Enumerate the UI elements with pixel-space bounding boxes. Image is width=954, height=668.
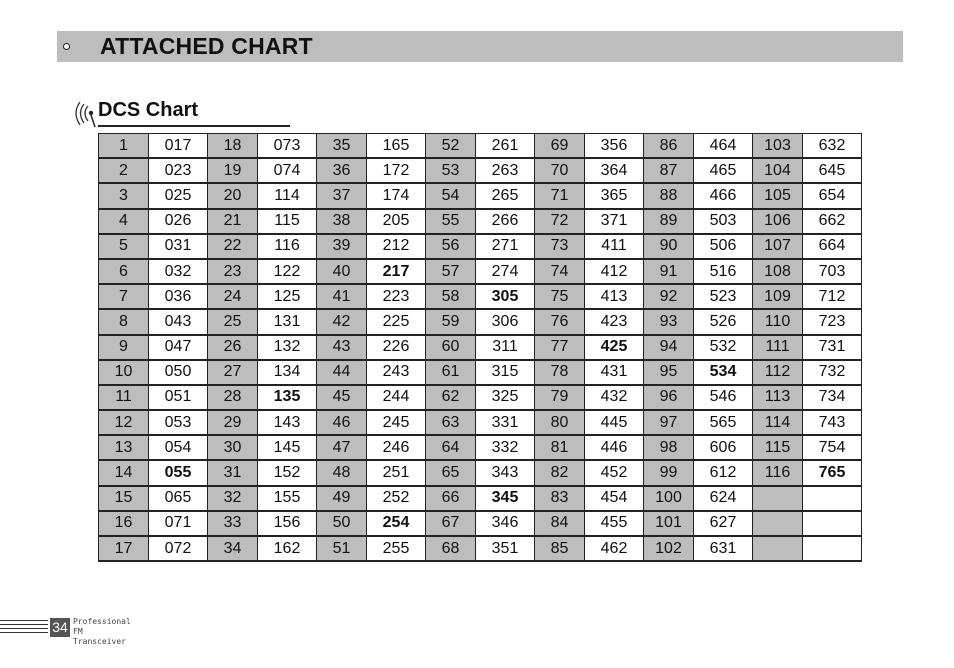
index-cell: 102	[644, 536, 694, 561]
page-number: 34	[50, 618, 70, 637]
index-cell: 64	[426, 435, 476, 460]
dcs-code-cell: 243	[367, 360, 426, 385]
index-cell: 24	[208, 284, 258, 309]
index-cell: 41	[317, 284, 367, 309]
dcs-code-cell: 364	[585, 158, 644, 183]
dcs-code-cell: 645	[803, 158, 862, 183]
table-row	[99, 284, 862, 309]
dcs-code-cell: 765	[803, 460, 862, 485]
index-cell: 99	[644, 460, 694, 485]
index-cell: 97	[644, 410, 694, 435]
index-cell: 82	[535, 460, 585, 485]
dcs-code-cell: 365	[585, 183, 644, 208]
table-row	[99, 259, 862, 284]
dcs-code-cell: 734	[803, 385, 862, 410]
index-cell: 75	[535, 284, 585, 309]
index-cell: 65	[426, 460, 476, 485]
index-cell: 49	[317, 486, 367, 511]
index-cell: 5	[99, 234, 149, 259]
index-cell: 12	[99, 410, 149, 435]
dcs-code-cell: 425	[585, 335, 644, 360]
dcs-code-cell: 343	[476, 460, 535, 485]
dcs-code-cell: 050	[149, 360, 208, 385]
dcs-code-cell: 116	[258, 234, 317, 259]
index-cell: 60	[426, 335, 476, 360]
table-row	[99, 486, 862, 511]
table-row	[99, 511, 862, 536]
dcs-code-cell: 265	[476, 183, 535, 208]
dcs-code-cell: 455	[585, 511, 644, 536]
dcs-code-cell: 445	[585, 410, 644, 435]
index-cell: 98	[644, 435, 694, 460]
section-underline	[98, 125, 290, 127]
dcs-code-cell: 156	[258, 511, 317, 536]
dcs-code-cell: 073	[258, 134, 317, 159]
dcs-code-cell: 624	[694, 486, 753, 511]
dcs-code-cell: 047	[149, 335, 208, 360]
dcs-code-cell: 432	[585, 385, 644, 410]
index-cell: 109	[753, 284, 803, 309]
index-cell: 28	[208, 385, 258, 410]
dcs-code-cell: 703	[803, 259, 862, 284]
index-cell: 16	[99, 511, 149, 536]
dcs-code-cell: 606	[694, 435, 753, 460]
table-row	[99, 309, 862, 334]
dcs-code-cell: 254	[367, 511, 426, 536]
index-cell: 38	[317, 209, 367, 234]
dcs-code-cell: 654	[803, 183, 862, 208]
dcs-code-cell: 632	[803, 134, 862, 159]
index-cell: 43	[317, 335, 367, 360]
dcs-code-cell: 205	[367, 209, 426, 234]
index-cell: 77	[535, 335, 585, 360]
table-row	[99, 158, 862, 183]
index-cell: 84	[535, 511, 585, 536]
index-cell: 68	[426, 536, 476, 561]
index-cell: 101	[644, 511, 694, 536]
index-cell: 81	[535, 435, 585, 460]
index-cell: 114	[753, 410, 803, 435]
dcs-code-cell: 331	[476, 410, 535, 435]
dcs-code-cell: 452	[585, 460, 644, 485]
dcs-code-cell: 371	[585, 209, 644, 234]
index-cell: 15	[99, 486, 149, 511]
dcs-code-cell: 225	[367, 309, 426, 334]
dcs-code-cell: 662	[803, 209, 862, 234]
index-cell: 88	[644, 183, 694, 208]
index-cell: 23	[208, 259, 258, 284]
index-cell: 33	[208, 511, 258, 536]
index-cell: 76	[535, 309, 585, 334]
dcs-code-cell: 271	[476, 234, 535, 259]
dcs-code-cell: 754	[803, 435, 862, 460]
dcs-code-cell: 462	[585, 536, 644, 561]
index-cell: 91	[644, 259, 694, 284]
dcs-code-cell: 072	[149, 536, 208, 561]
dcs-code-cell: 446	[585, 435, 644, 460]
dcs-code-cell: 223	[367, 284, 426, 309]
index-cell: 85	[535, 536, 585, 561]
index-cell: 40	[317, 259, 367, 284]
dcs-code-cell: 743	[803, 410, 862, 435]
index-cell: 3	[99, 183, 149, 208]
index-cell: 34	[208, 536, 258, 561]
index-cell: 4	[99, 209, 149, 234]
index-cell: 63	[426, 410, 476, 435]
dcs-code-cell: 054	[149, 435, 208, 460]
index-cell: 79	[535, 385, 585, 410]
index-cell: 47	[317, 435, 367, 460]
index-cell: 110	[753, 309, 803, 334]
table-row	[99, 385, 862, 410]
index-cell: 44	[317, 360, 367, 385]
index-cell: 95	[644, 360, 694, 385]
index-cell: 112	[753, 360, 803, 385]
dcs-code-cell: 664	[803, 234, 862, 259]
index-cell: 86	[644, 134, 694, 159]
dcs-code-cell: 627	[694, 511, 753, 536]
index-cell: 87	[644, 158, 694, 183]
dcs-code-cell: 311	[476, 335, 535, 360]
index-cell: 18	[208, 134, 258, 159]
table-row	[99, 335, 862, 360]
index-cell: 20	[208, 183, 258, 208]
index-cell: 73	[535, 234, 585, 259]
dcs-code-cell: 152	[258, 460, 317, 485]
dcs-code-cell: 534	[694, 360, 753, 385]
index-cell: 103	[753, 134, 803, 159]
table-row	[99, 234, 862, 259]
index-cell: 42	[317, 309, 367, 334]
dcs-code-cell: 351	[476, 536, 535, 561]
dcs-code-cell: 043	[149, 309, 208, 334]
index-cell: 67	[426, 511, 476, 536]
dcs-code-cell: 325	[476, 385, 535, 410]
index-cell: 59	[426, 309, 476, 334]
page-footer	[0, 615, 140, 646]
dcs-code-cell: 244	[367, 385, 426, 410]
index-cell: 55	[426, 209, 476, 234]
index-cell: 83	[535, 486, 585, 511]
dcs-code-cell: 023	[149, 158, 208, 183]
index-cell: 107	[753, 234, 803, 259]
dcs-code-cell: 431	[585, 360, 644, 385]
dcs-code-cell: 506	[694, 234, 753, 259]
dcs-code-cell: 464	[694, 134, 753, 159]
dcs-code-cell: 245	[367, 410, 426, 435]
section-heading	[70, 98, 230, 130]
index-cell: 8	[99, 309, 149, 334]
header-bar	[57, 31, 903, 62]
dcs-code-cell: 125	[258, 284, 317, 309]
index-cell: 80	[535, 410, 585, 435]
index-cell: 17	[99, 536, 149, 561]
index-cell: 1	[99, 134, 149, 159]
table-row	[99, 134, 862, 159]
dcs-code-cell: 526	[694, 309, 753, 334]
index-cell: 69	[535, 134, 585, 159]
dcs-code-cell: 532	[694, 335, 753, 360]
dcs-code-cell: 712	[803, 284, 862, 309]
dcs-code-cell: 723	[803, 309, 862, 334]
dcs-code-table	[98, 133, 862, 562]
dcs-code-cell: 026	[149, 209, 208, 234]
dcs-code-cell: 031	[149, 234, 208, 259]
index-cell: 52	[426, 134, 476, 159]
index-cell: 39	[317, 234, 367, 259]
dcs-code-cell: 732	[803, 360, 862, 385]
index-cell: 57	[426, 259, 476, 284]
index-cell: 89	[644, 209, 694, 234]
dcs-code-cell: 174	[367, 183, 426, 208]
index-cell: 116	[753, 460, 803, 485]
dcs-code-cell: 612	[694, 460, 753, 485]
table-row	[99, 410, 862, 435]
index-cell: 35	[317, 134, 367, 159]
dcs-code-cell: 065	[149, 486, 208, 511]
dcs-code-cell: 055	[149, 460, 208, 485]
index-cell: 53	[426, 158, 476, 183]
dcs-code-cell: 413	[585, 284, 644, 309]
empty-code-cell	[803, 486, 862, 511]
dcs-code-cell: 263	[476, 158, 535, 183]
index-cell: 62	[426, 385, 476, 410]
dcs-code-cell: 255	[367, 536, 426, 561]
dcs-code-cell: 025	[149, 183, 208, 208]
index-cell: 29	[208, 410, 258, 435]
footer-caption	[73, 617, 140, 647]
dcs-code-cell: 503	[694, 209, 753, 234]
dcs-code-cell: 053	[149, 410, 208, 435]
index-cell: 54	[426, 183, 476, 208]
dcs-code-cell: 134	[258, 360, 317, 385]
index-cell: 100	[644, 486, 694, 511]
empty-index-cell	[753, 486, 803, 511]
index-cell: 93	[644, 309, 694, 334]
dcs-code-cell: 131	[258, 309, 317, 334]
dcs-code-cell: 032	[149, 259, 208, 284]
index-cell: 27	[208, 360, 258, 385]
index-cell: 26	[208, 335, 258, 360]
index-cell: 6	[99, 259, 149, 284]
table-row	[99, 360, 862, 385]
dcs-code-cell: 155	[258, 486, 317, 511]
dcs-code-cell: 074	[258, 158, 317, 183]
index-cell: 51	[317, 536, 367, 561]
circle-bullet-icon	[63, 43, 70, 50]
index-cell: 9	[99, 335, 149, 360]
index-cell: 106	[753, 209, 803, 234]
index-cell: 37	[317, 183, 367, 208]
empty-index-cell	[753, 536, 803, 561]
dcs-code-cell: 305	[476, 284, 535, 309]
dcs-code-cell: 356	[585, 134, 644, 159]
footer-rule	[0, 620, 48, 636]
index-cell: 115	[753, 435, 803, 460]
dcs-code-cell: 523	[694, 284, 753, 309]
page-title: ATTACHED CHART	[100, 33, 313, 59]
index-cell: 30	[208, 435, 258, 460]
index-cell: 61	[426, 360, 476, 385]
index-cell: 58	[426, 284, 476, 309]
dcs-code-cell: 454	[585, 486, 644, 511]
dcs-code-cell: 346	[476, 511, 535, 536]
dcs-code-cell: 036	[149, 284, 208, 309]
dcs-code-cell: 246	[367, 435, 426, 460]
index-cell: 56	[426, 234, 476, 259]
index-cell: 19	[208, 158, 258, 183]
dcs-code-cell: 516	[694, 259, 753, 284]
dcs-code-cell: 411	[585, 234, 644, 259]
index-cell: 72	[535, 209, 585, 234]
dcs-code-cell: 423	[585, 309, 644, 334]
index-cell: 13	[99, 435, 149, 460]
index-cell: 2	[99, 158, 149, 183]
empty-code-cell	[803, 536, 862, 561]
dcs-code-cell: 274	[476, 259, 535, 284]
index-cell: 92	[644, 284, 694, 309]
footer-line-1: Professional	[73, 617, 131, 626]
index-cell: 108	[753, 259, 803, 284]
dcs-code-cell: 145	[258, 435, 317, 460]
index-cell: 48	[317, 460, 367, 485]
index-cell: 78	[535, 360, 585, 385]
index-cell: 90	[644, 234, 694, 259]
dcs-code-cell: 115	[258, 209, 317, 234]
index-cell: 111	[753, 335, 803, 360]
index-cell: 50	[317, 511, 367, 536]
dcs-code-cell: 631	[694, 536, 753, 561]
dcs-code-cell: 731	[803, 335, 862, 360]
dcs-code-cell: 252	[367, 486, 426, 511]
dcs-code-cell: 345	[476, 486, 535, 511]
dcs-code-cell: 565	[694, 410, 753, 435]
index-cell: 25	[208, 309, 258, 334]
table-row	[99, 460, 862, 485]
dcs-code-cell: 051	[149, 385, 208, 410]
index-cell: 10	[99, 360, 149, 385]
table-row	[99, 209, 862, 234]
dcs-code-cell: 412	[585, 259, 644, 284]
dcs-code-cell: 332	[476, 435, 535, 460]
footer-line-2: FM Transceiver	[73, 627, 126, 646]
dcs-code-cell: 122	[258, 259, 317, 284]
dcs-code-cell: 071	[149, 511, 208, 536]
index-cell: 105	[753, 183, 803, 208]
index-cell: 31	[208, 460, 258, 485]
index-cell: 66	[426, 486, 476, 511]
table-row	[99, 536, 862, 561]
table-row	[99, 183, 862, 208]
dcs-code-cell: 466	[694, 183, 753, 208]
dcs-code-cell: 217	[367, 259, 426, 284]
dcs-code-cell: 017	[149, 134, 208, 159]
dcs-code-cell: 306	[476, 309, 535, 334]
signal-waves-icon	[70, 98, 100, 130]
index-cell: 21	[208, 209, 258, 234]
section-title: DCS Chart	[98, 99, 199, 121]
dcs-code-cell: 212	[367, 234, 426, 259]
index-cell: 14	[99, 460, 149, 485]
index-cell: 74	[535, 259, 585, 284]
index-cell: 113	[753, 385, 803, 410]
index-cell: 71	[535, 183, 585, 208]
dcs-code-cell: 266	[476, 209, 535, 234]
dcs-code-cell: 165	[367, 134, 426, 159]
empty-code-cell	[803, 511, 862, 536]
dcs-code-cell: 132	[258, 335, 317, 360]
index-cell: 46	[317, 410, 367, 435]
index-cell: 36	[317, 158, 367, 183]
dcs-code-cell: 546	[694, 385, 753, 410]
dcs-code-cell: 172	[367, 158, 426, 183]
dcs-code-cell: 251	[367, 460, 426, 485]
index-cell: 11	[99, 385, 149, 410]
index-cell: 104	[753, 158, 803, 183]
dcs-code-cell: 315	[476, 360, 535, 385]
index-cell: 94	[644, 335, 694, 360]
index-cell: 7	[99, 284, 149, 309]
empty-index-cell	[753, 511, 803, 536]
index-cell: 32	[208, 486, 258, 511]
index-cell: 96	[644, 385, 694, 410]
dcs-code-cell: 261	[476, 134, 535, 159]
dcs-code-cell: 162	[258, 536, 317, 561]
dcs-code-cell: 465	[694, 158, 753, 183]
dcs-code-cell: 226	[367, 335, 426, 360]
dcs-code-cell: 143	[258, 410, 317, 435]
dcs-code-cell: 135	[258, 385, 317, 410]
index-cell: 45	[317, 385, 367, 410]
table-row	[99, 435, 862, 460]
index-cell: 70	[535, 158, 585, 183]
index-cell: 22	[208, 234, 258, 259]
dcs-code-cell: 114	[258, 183, 317, 208]
